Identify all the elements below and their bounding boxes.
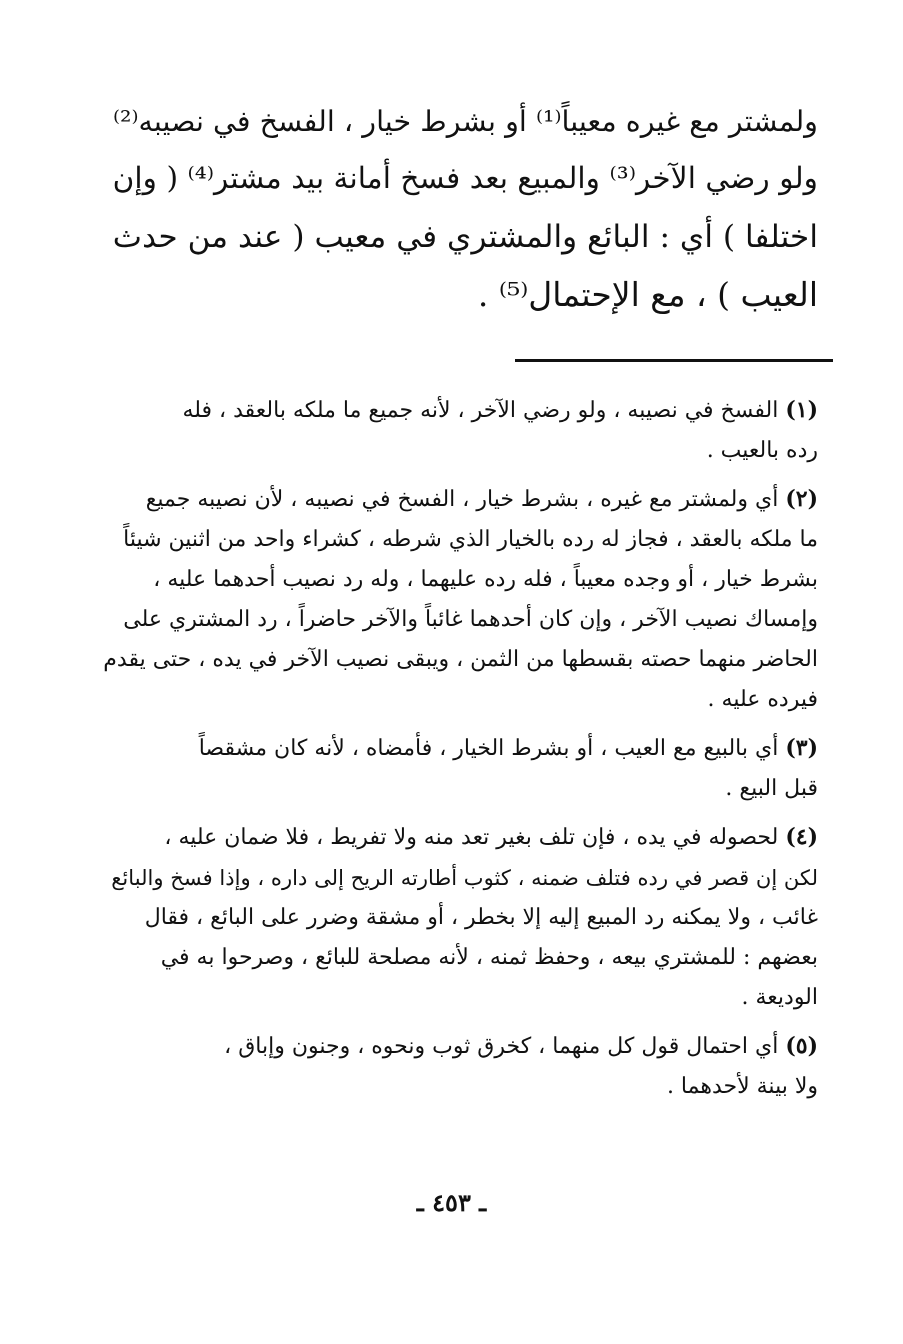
main-text-line: اختلفا ) أي : البائع والمشتري في معيب ( عند من حدث	[112, 219, 818, 255]
footnote-text: الفسخ في نصيبه ، ولو رضي الآخر ، لأنه جميع ما ملكه بالعقد ، فله	[182, 398, 779, 423]
footnote-number: (١)	[785, 397, 818, 423]
footnote-text: أي ولمشتر مع غيره ، بشرط خيار ، الفسخ في نصيبه ، لأن نصيبه جميع	[145, 487, 779, 512]
footnote-line	[96, 479, 818, 520]
footnote-line	[96, 1026, 818, 1067]
footnote-2	[96, 479, 818, 720]
main-text-line: العيب ) ، مع الإحتمال⁽⁵⁾ .	[477, 275, 818, 314]
footnote-3	[96, 728, 818, 809]
footnote-separator	[515, 359, 833, 362]
footnote-line: رده بالعيب .	[706, 438, 818, 463]
footnote-line: غائب ، ولا يمكنه رد المبيع إليه إلا بخطر ، أو مشقة وضرر على البائع ، فقال	[144, 905, 818, 930]
footnote-text: لحصوله في يده ، فإن تلف بغير تعد منه ولا تفريط ، فلا ضمان عليه ،	[164, 825, 779, 850]
footnote-number: (٣)	[785, 735, 818, 761]
footnote-line: وإمساك نصيب الآخر ، وإن كان أحدهما غائباً والآخر حاضراً ، رد المشتري على	[123, 607, 818, 632]
main-text	[98, 92, 818, 324]
footnote-line	[96, 728, 818, 769]
footnote-number: (٢)	[785, 486, 818, 512]
footnote-line: فيرده عليه .	[707, 687, 818, 712]
footnote-line: ما ملكه بالعقد ، فجاز له رده بالخيار الذي شرطه ، كشراء واحد من اثنين شيئاً	[123, 527, 818, 552]
footnote-5	[96, 1026, 818, 1107]
footnote-number: (٤)	[785, 824, 818, 850]
footnote-line	[96, 390, 818, 431]
page-number: ـ ٤٥٣ ـ	[416, 1188, 487, 1217]
footnote-line: قبل البيع .	[725, 776, 818, 801]
footnote-4	[96, 817, 818, 1018]
main-text-line: ولو رضي الآخر⁽³⁾ والمبيع بعد فسخ أمانة بيد مشتر⁽⁴⁾ ( وإن	[112, 161, 818, 196]
footnote-line: بعضهم : للمشتري بيعه ، وحفظ ثمنه ، لأنه مصلحة للبائع ، وصرحوا به في	[160, 945, 818, 970]
footnote-line: ولا بينة لأحدهما .	[666, 1074, 818, 1099]
footnote-line: الحاضر منهما حصته بقسطها من الثمن ، ويبقى نصيب الآخر في يده ، حتى يقدم	[103, 647, 818, 672]
footnote-line	[96, 817, 818, 858]
main-text-line: ولمشتر مع غيره معيباً⁽¹⁾ أو بشرط خيار ، الفسخ في نصيبه⁽²⁾	[112, 104, 818, 138]
footnote-text: أي بالبيع مع العيب ، أو بشرط الخيار ، فأمضاه ، لأنه كان مشقصاً	[198, 736, 779, 761]
footnote-1	[96, 390, 818, 471]
footnote-line: بشرط خيار ، أو وجده معيباً ، فله رده عليهما ، وله رد نصيب أحدهما عليه ،	[153, 567, 818, 592]
footnote-text: أي احتمال قول كل منهما ، كخرق ثوب ونحوه ، وجنون وإباق ،	[224, 1034, 779, 1059]
footnotes	[96, 390, 818, 1115]
footnote-number: (٥)	[785, 1033, 818, 1059]
footnote-line: الوديعة .	[741, 985, 818, 1010]
footnote-line: لكن إن قصر في رده فتلف ضمنه ، كثوب أطارته الريح إلى داره ، وإذا فسخ والبائع	[111, 865, 818, 890]
